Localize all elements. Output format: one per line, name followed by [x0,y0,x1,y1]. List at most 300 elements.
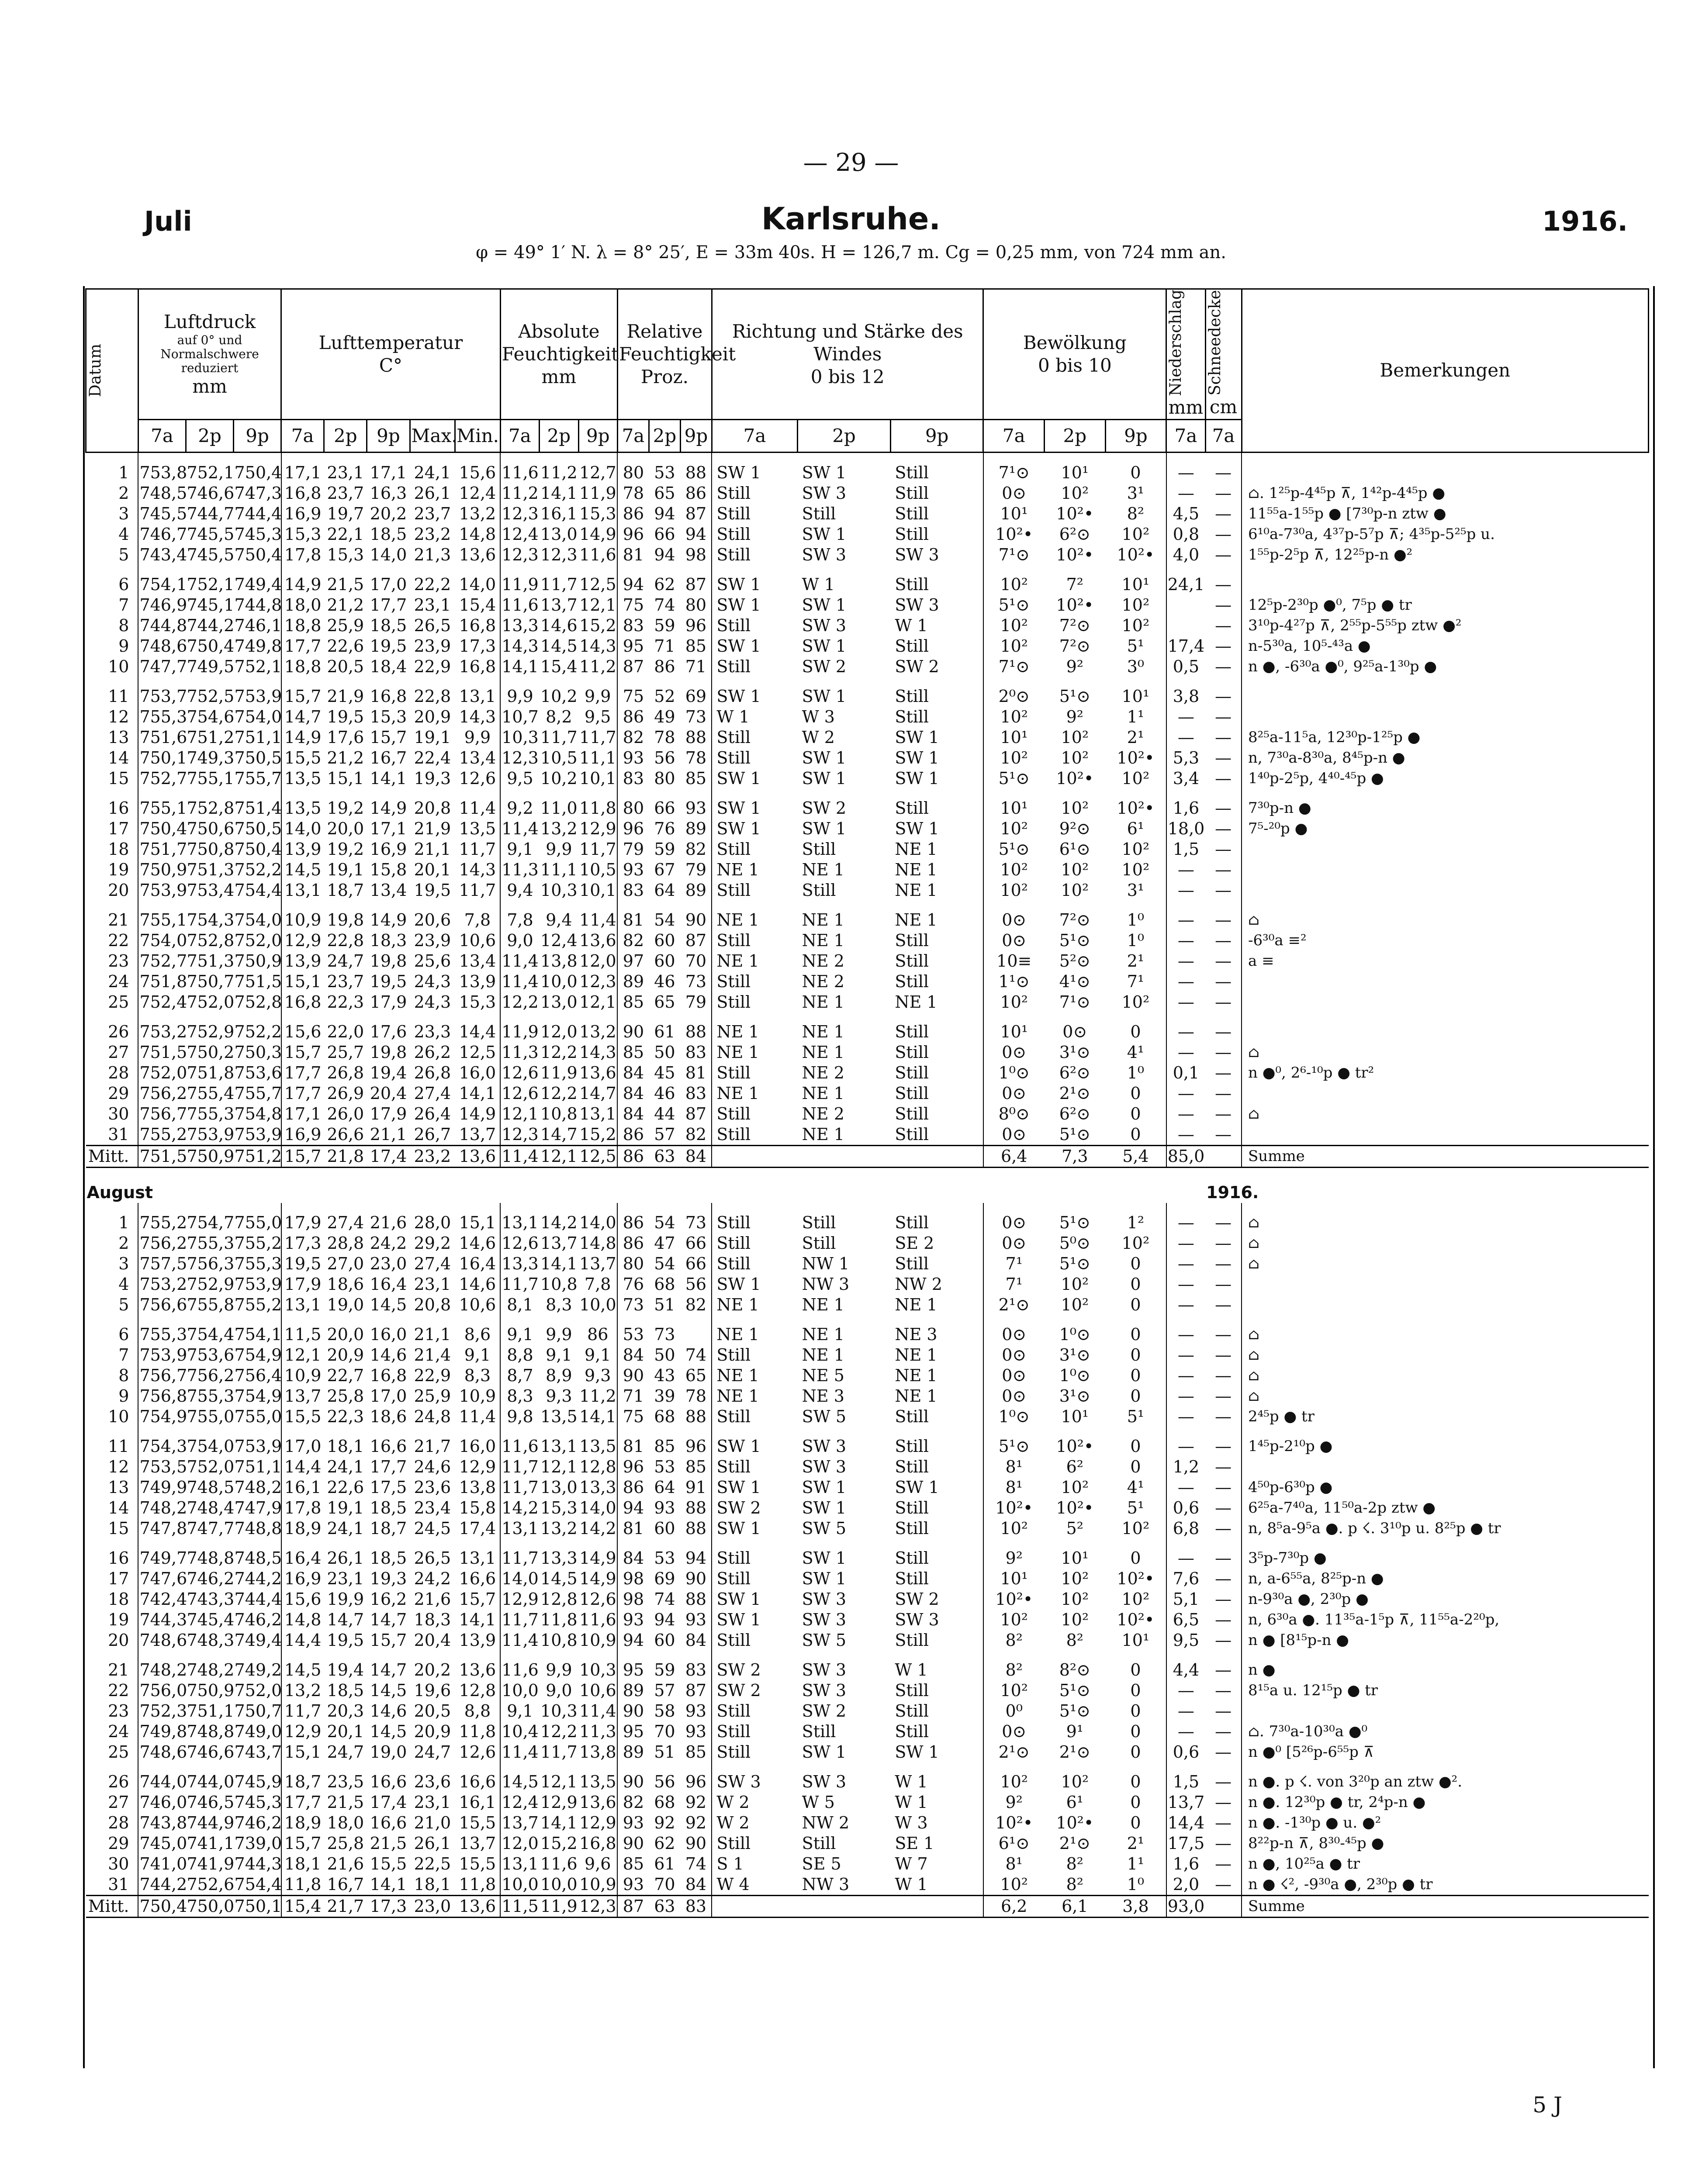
data-cell: — [1215,1083,1232,1103]
data-cell: 751,1 [234,727,282,747]
data-cell: 24,1 [414,463,451,482]
data-cell: — [1215,1213,1232,1232]
data-cell: 9¹ [1066,1721,1084,1741]
data-cell: 73 [685,1213,707,1232]
data-cell: 9,5 [1166,1630,1205,1651]
data-cell: 751,2 [187,727,235,747]
data-cell: 57 [654,1680,675,1700]
data-cell: 12,1 [579,595,616,615]
data-cell: 0⁰ [983,1701,1045,1721]
data-cell: 0,6 [1166,1742,1205,1762]
spacer-cell [1205,1203,1242,1213]
data-cell: 83 [680,1895,712,1917]
data-cell: 78 [654,727,675,747]
data-cell: 12,3 [500,504,539,524]
data-cell: 753,9 [234,1274,282,1294]
data-cell: 86 [587,1324,609,1344]
data-cell: 0 [1130,1701,1141,1721]
data-cell: 24,2 [370,1233,407,1253]
data-cell: 39 [654,1386,675,1406]
data-cell: 87 [685,1104,707,1123]
data-cell: 10² [1061,1477,1089,1497]
data-cell: 18,7 [370,1518,407,1538]
data-cell: 745,5 [187,524,235,544]
data-cell: 85 [685,1742,707,1762]
data-cell: 10² [1061,860,1089,879]
data-cell: 17,8 [281,1498,324,1518]
col-lufttemperatur: Lufttemperatur C° [281,289,501,420]
data-cell: 0⊙ [983,1213,1045,1233]
data-cell: 8,8 [464,1701,491,1721]
day-cell: 14 [108,1498,129,1517]
data-cell: 749,5 [187,657,235,676]
remark-cell: n ● ☇², -9³⁰a ●, 2³⁰p ● tr [1242,1874,1648,1896]
data-cell: 14,0 [370,545,407,564]
data-cell: 9,5 [500,768,539,789]
data-cell: NE 1 [802,1324,844,1344]
data-cell: 745,3 [234,524,282,544]
data-cell: 5¹⊙ [1059,1213,1090,1232]
data-cell: 80 [617,463,649,483]
table-row [86,748,1649,768]
data-cell: 14,7 [327,1610,364,1629]
data-cell: 10² [983,860,1045,880]
data-cell: Still [895,1124,929,1144]
data-cell: 93 [685,798,707,818]
data-cell: 14,0 [281,819,324,839]
data-cell: 15,6 [281,1589,324,1610]
remark-cell [1242,1013,1648,1042]
data-cell: 98 [617,1589,649,1610]
data-cell: 13,7 [1166,1792,1205,1813]
data-cell: 56 [685,1274,707,1294]
data-cell: 12,1 [579,992,616,1012]
data-cell: 8² [983,1630,1045,1651]
data-cell: 753,9 [187,1124,235,1144]
data-cell: 17,7 [370,595,407,615]
data-cell: 26,5 [414,1548,451,1568]
data-cell: — [1166,930,1205,951]
data-cell: — [1215,1589,1232,1609]
day-cell: 4 [118,524,129,544]
spacer-cell [1105,1203,1166,1213]
col-bewoelkung: Bewölkung 0 bis 10 [983,289,1166,420]
data-cell: 6²⊙ [1059,1063,1090,1082]
data-cell: 0⊙ [983,1386,1045,1406]
spacer-cell [649,1203,680,1213]
data-cell: 16,8 [370,1365,407,1385]
data-cell: 0,8 [1166,524,1205,545]
day-cell: 30 [108,1104,129,1123]
data-cell: 13,1 [281,880,324,901]
remark-cell [1242,1083,1648,1104]
data-cell: — [1215,1124,1232,1144]
data-cell: 18,8 [281,657,324,677]
data-cell: 0,5 [1166,657,1205,677]
data-cell: — [1215,1295,1232,1314]
spacer-cell [1105,452,1166,463]
data-cell: Still [895,636,929,656]
data-cell: 10² [1061,880,1089,900]
data-cell: SW 1 [712,789,797,819]
data-cell: 0 [1130,1022,1141,1041]
data-cell: Still [895,686,929,706]
data-cell: 21,5 [370,1833,407,1853]
spacer-cell [1242,1203,1648,1213]
remark-cell [1242,992,1648,1013]
data-cell: 11,6 [500,463,539,483]
data-cell: 0⊙ [983,483,1045,504]
spacer-cell [367,1203,410,1213]
data-cell: 18,3 [414,1610,451,1629]
data-cell: — [1215,1345,1232,1365]
data-cell: — [1166,1365,1205,1386]
data-cell: 54 [654,910,675,930]
data-cell: 3¹⊙ [1059,1345,1090,1365]
day-cell: 3 [118,1254,129,1273]
data-cell: 96 [685,1772,707,1791]
data-cell: 2¹ [1127,1833,1145,1853]
data-cell: 1⁰⊙ [983,1406,1045,1427]
data-cell: 13,6 [459,545,496,564]
data-cell: 752,8 [187,798,235,818]
data-cell: 86 [654,657,675,676]
data-cell: — [1166,1477,1205,1498]
data-cell: 17,3 [367,1895,410,1917]
data-cell: — [1215,1610,1232,1629]
day-cell: 6 [118,574,129,594]
data-cell: 7²⊙ [1059,910,1090,930]
data-cell: 1⁰ [1127,910,1145,930]
data-cell: 756,0 [138,1680,186,1701]
data-cell: 90 [617,1762,649,1792]
day-cell: 28 [108,1063,129,1082]
data-cell: SW 1 [802,1477,847,1497]
data-cell: 83 [685,1083,707,1103]
data-cell: 16,6 [459,1569,496,1588]
data-cell: 8,8 [500,1345,539,1365]
data-cell: 74 [654,595,675,615]
data-cell: 12,4 [500,1792,539,1813]
data-cell: 10² [1061,1610,1089,1629]
data-cell: NE 1 [802,930,844,950]
data-cell: 13,1 [459,1548,496,1568]
data-cell: 748,3 [187,1630,235,1650]
data-cell: NE 1 [712,1365,797,1386]
data-cell: 754,9 [138,1406,186,1427]
data-cell: — [1215,545,1232,564]
data-cell: 746,6 [187,1742,235,1762]
data-cell: SW 1 [895,727,939,747]
data-cell: 750,1 [138,748,186,768]
data-cell: NE 1 [802,1022,844,1041]
data-cell: — [1215,574,1232,594]
data-cell: 10¹ [983,1013,1045,1042]
remark-cell: n ●. 12³⁰p ● tr, 2⁴p-n ● [1242,1792,1648,1813]
data-cell: 26,4 [414,1104,451,1123]
data-cell: 20,8 [414,798,451,818]
sub-9p: 9p [578,419,617,452]
remark-cell: n, 8⁵a-9⁵a ●. p ☇. 3¹⁰p u. 8²⁵p ● tr [1242,1518,1648,1539]
data-cell: — [1215,686,1232,706]
sub-9p: 9p [367,419,410,452]
data-cell: 8¹ [983,1477,1045,1498]
data-cell: Still [712,1701,797,1721]
data-cell: SW 1 [712,1477,797,1498]
data-cell: 24,5 [414,1518,451,1538]
data-cell: 4¹ [1127,1042,1145,1062]
data-cell: 6¹ [1066,1792,1084,1812]
remark-cell [1242,707,1648,727]
data-cell: 25,9 [414,1386,451,1406]
data-cell: 18,5 [327,1680,364,1700]
data-cell: 81 [617,1427,649,1457]
data-cell: 13,9 [459,971,496,991]
data-cell: 5¹⊙ [1059,1124,1090,1144]
data-cell: 86 [617,707,649,727]
data-cell: 9,1 [464,1345,491,1365]
data-cell: 746,9 [138,595,186,615]
remark-cell: 3¹⁰p-4²⁷p ⊼, 2⁵⁵p-5⁵⁵p ztw ●² [1242,615,1648,636]
data-cell: 15,5 [281,1406,324,1427]
data-cell: 10,3 [500,727,539,748]
data-cell: 9,3 [546,1386,572,1406]
data-cell: 6¹⊙ [983,1833,1045,1854]
data-cell: 91 [685,1477,707,1497]
spacer-row [86,452,1649,463]
data-cell: 24,6 [414,1457,451,1476]
remark-cell [1242,839,1648,860]
table-row [86,1254,1649,1274]
data-cell: 74 [654,1589,675,1609]
data-cell: 10¹ [983,789,1045,819]
data-cell: 53 [617,1315,649,1345]
data-cell: 83 [685,1042,707,1062]
data-cell: Still [802,880,836,900]
station-coordinates: φ = 49° 1′ N. λ = 8° 25′, E = 33m 40s. H = 126,7 m. Cg = 0,25 mm, von 724 mm an. [476,242,1226,263]
data-cell: 13,6 [455,1145,501,1167]
day-cell: 26 [108,1022,129,1041]
data-cell: 18,1 [281,1854,324,1874]
data-cell: 14,5 [370,1721,407,1741]
data-cell: 13,1 [500,1213,539,1233]
data-cell: 53 [654,1457,675,1476]
data-cell: NE 1 [712,901,797,930]
data-cell: 89 [617,971,649,992]
data-cell: 9,6 [585,1854,611,1873]
data-cell: Still [895,504,929,523]
day-cell: 2 [118,483,129,503]
data-cell: 15,3 [579,504,616,523]
data-cell: 63 [649,1895,680,1917]
table-row [86,1518,1649,1539]
data-cell: 3¹ [1127,880,1145,900]
data-cell: 7¹⊙ [983,657,1045,677]
data-cell: 9,4 [546,910,572,930]
data-cell: 18,9 [281,1813,324,1833]
data-cell: 13,2 [540,819,578,838]
data-cell: W 3 [802,707,835,726]
data-cell: 5¹⊙ [1059,1254,1090,1273]
data-cell: 21,1 [414,1324,451,1344]
data-cell: 0 [1130,1345,1141,1365]
data-cell: 8,2 [546,707,572,726]
data-cell: 753,9 [138,1345,186,1365]
spacer-cell [324,1203,367,1213]
data-cell: 10²• [1117,1610,1155,1629]
data-cell: 10,9 [579,1874,616,1894]
data-cell [1166,615,1205,636]
data-cell: Still [895,1680,929,1700]
data-cell: Still [895,1630,929,1650]
day-cell: 24 [108,1721,129,1741]
remark-cell [1242,880,1648,901]
data-cell: 750,4 [138,819,186,839]
data-cell: 753,6 [187,1345,235,1365]
data-cell: 14,9 [370,910,407,930]
col-relative-feuchtigkeit: Relative Feuchtigkeit Proz. [617,289,712,420]
data-cell: 10,3 [540,1701,578,1721]
data-cell: 749,0 [234,1721,282,1741]
data-cell: 16,4 [281,1539,324,1569]
data-cell: 2¹ [1127,951,1145,971]
data-cell: 14,1 [540,1254,578,1273]
data-cell: 21,1 [414,839,451,859]
data-cell: 14,1 [540,483,578,503]
spacer-cell [540,1203,578,1213]
day-cell: 30 [108,1854,129,1873]
data-cell: 17,8 [281,545,324,565]
data-cell: 8² [1066,1854,1084,1873]
table-row [86,839,1649,860]
data-cell: — [1166,1254,1205,1274]
data-cell: SW 1 [712,677,797,707]
spacer-cell [680,452,712,463]
data-cell: 80 [685,595,707,615]
data-cell: 747,8 [138,1518,186,1539]
data-cell: 20,1 [327,1721,364,1741]
data-cell: 3⁰ [1127,657,1145,676]
data-cell: Still [712,727,797,748]
data-cell: 20,3 [327,1701,364,1721]
data-cell: — [1215,860,1232,879]
data-cell: 11,7 [281,1701,324,1721]
data-cell: 73 [617,1295,649,1315]
data-cell: 750,9 [138,860,186,880]
data-cell: 96 [685,615,707,635]
data-cell: 17,4 [370,1792,407,1812]
data-cell: 14,5 [281,1651,324,1680]
data-cell: NE 5 [802,1365,844,1385]
data-cell: 68 [654,1274,675,1294]
data-cell: 0 [1130,1660,1141,1679]
data-cell: 84 [617,1104,649,1124]
data-cell: 756,7 [138,1104,186,1124]
data-cell: 753,9 [234,686,282,706]
data-cell: 13,1 [540,1436,578,1456]
spacer-cell [712,452,797,463]
data-cell: 18,4 [370,657,407,676]
data-cell: 10¹ [1121,1630,1150,1650]
data-cell: 11,4 [500,1742,539,1762]
day-cell: 16 [108,798,129,818]
data-cell: 753,9 [234,1436,282,1456]
data-cell: SW 3 [895,595,939,615]
data-cell: 10² [1061,798,1089,818]
data-cell: 11,2 [500,483,539,504]
data-cell: 11,4 [579,1701,616,1721]
remark-cell [1242,1124,1648,1146]
data-cell: 87 [685,930,707,950]
data-cell: 70 [685,951,707,971]
data-cell: 16,8 [370,686,407,706]
data-cell: 12,9 [281,1721,324,1742]
table-row [86,595,1649,615]
year-label: 1916. [1542,205,1628,237]
data-cell: 751,2 [234,1145,281,1167]
data-cell: 6,5 [1166,1610,1205,1630]
data-cell: 19,5 [414,880,451,900]
data-cell: 16,1 [459,1792,496,1812]
data-cell: 10²• [1117,545,1155,564]
data-cell: SW 2 [802,1701,847,1721]
data-cell: 1⁰ [1127,930,1145,950]
data-cell: 50 [654,1042,675,1062]
data-cell: 5¹⊙ [1059,686,1090,706]
data-cell: 18,1 [327,1436,364,1456]
data-cell: W 3 [895,1813,928,1832]
data-cell: 755,1 [138,789,186,819]
data-cell: 21,1 [370,1124,407,1144]
data-cell: 10,7 [500,707,539,727]
data-cell: 85 [617,992,649,1013]
data-cell: Still [802,504,836,523]
data-cell: 20,4 [370,1083,407,1103]
data-cell: — [1215,1742,1232,1762]
data-cell: 744,4 [234,504,282,523]
spacer-cell [578,1203,617,1213]
remark-cell: Summe [1242,1145,1648,1167]
data-cell: 9² [1066,707,1084,726]
data-cell: 24,2 [414,1569,451,1588]
table-row [86,880,1649,901]
data-cell: 86 [617,1477,649,1498]
data-cell: 17,9 [281,1274,324,1295]
data-cell: 15,7 [281,1833,324,1854]
section-year: 1916. [1206,1182,1259,1202]
data-cell: 86 [617,504,649,524]
data-cell: 11,4 [500,971,539,992]
spacer-cell [578,452,617,463]
data-cell: 14,1 [540,1813,578,1832]
data-cell: 11,9 [500,565,539,595]
data-cell: 755,3 [138,707,186,727]
data-cell: 66 [685,1233,707,1253]
data-cell: 21,4 [414,1345,451,1365]
data-cell: 64 [654,1477,675,1497]
data-cell: 17,9 [281,1213,324,1233]
data-cell: 5¹ [1127,1406,1145,1426]
day-cell: 12 [108,707,129,726]
data-cell: — [1215,1680,1232,1700]
data-cell: 744,2 [138,1874,186,1896]
data-cell: 17,7 [281,1063,324,1083]
data-cell: 6,1 [1045,1895,1106,1917]
table-row [86,1213,1649,1233]
data-cell: 15,1 [281,971,324,992]
day-cell: 19 [108,1610,129,1629]
data-cell: 0⊙ [983,930,1045,951]
